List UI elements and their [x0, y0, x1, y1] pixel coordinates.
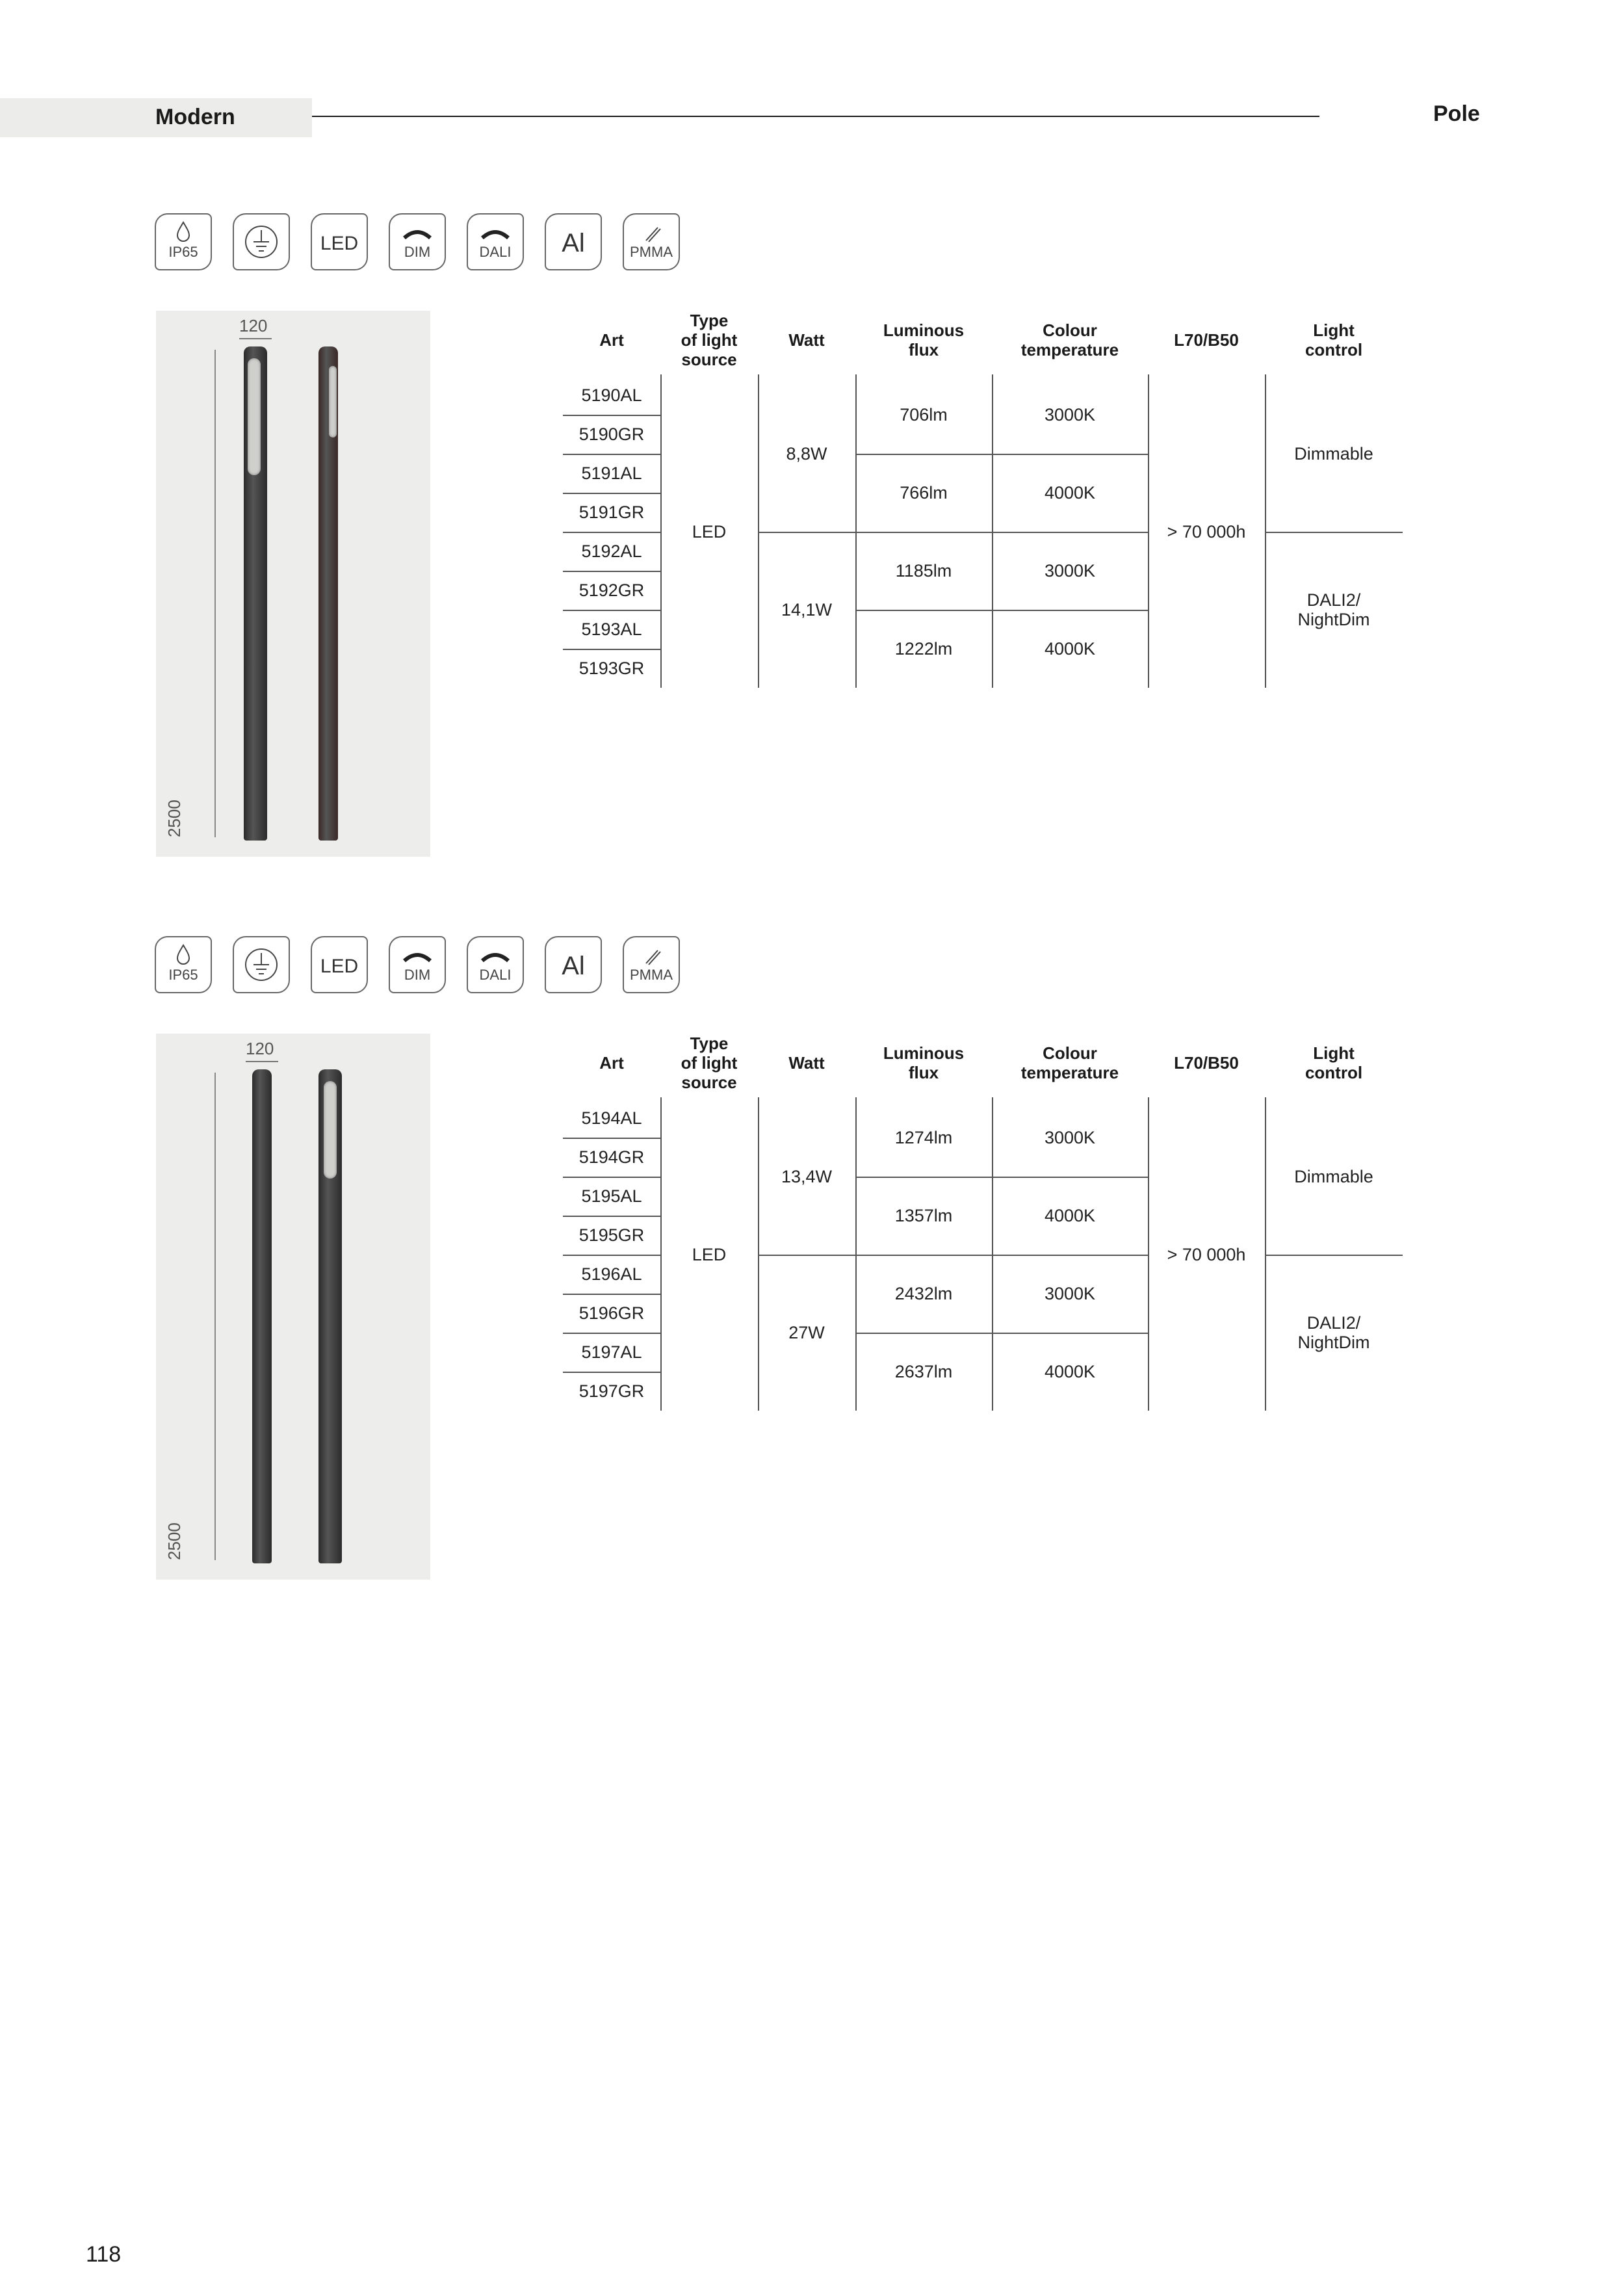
luminous-flux: 2637lm	[894, 1362, 953, 1381]
article-code: 5193GR	[578, 659, 645, 678]
product-section	[0, 213, 1623, 863]
column-header-colour: Colour temperature	[1020, 1043, 1119, 1082]
wattage: 13,4W	[781, 1167, 833, 1186]
dim-label: DIM	[404, 244, 431, 260]
ip65-label: IP65	[168, 244, 198, 260]
column-divider	[992, 1097, 993, 1411]
column-divider	[1148, 374, 1149, 688]
article-code: 5196AL	[581, 1264, 642, 1284]
column-header-art: Art	[599, 330, 624, 350]
cell-divider	[758, 1255, 855, 1256]
luminous-flux: 1185lm	[895, 561, 952, 581]
article-code: 5190GR	[578, 424, 645, 444]
column-divider	[660, 374, 662, 688]
dimension-width: 120	[246, 1039, 274, 1058]
column-header-flux: Luminous flux	[883, 320, 965, 359]
column-header-watt: Watt	[788, 1053, 825, 1073]
article-code: 5191GR	[578, 502, 645, 522]
column-divider	[758, 1097, 759, 1411]
light-control: Dimmable	[1294, 444, 1373, 463]
dim-label: DIM	[404, 967, 431, 983]
product-section	[0, 936, 1623, 1586]
article-code: 5196GR	[578, 1303, 645, 1323]
dimension-height: 2500	[164, 800, 184, 837]
pole-luminaire	[244, 346, 267, 841]
column-header-art: Art	[599, 1053, 624, 1073]
light-control: DALI2/ NightDim	[1297, 1313, 1370, 1352]
ip65-icon	[155, 213, 212, 270]
header-rule	[312, 116, 1319, 117]
lifetime: > 70 000h	[1167, 1245, 1246, 1264]
cell-divider	[855, 454, 1148, 455]
luminous-flux: 1222lm	[894, 639, 953, 659]
column-divider	[855, 374, 857, 688]
cell-divider	[855, 532, 1148, 533]
cell-divider	[1265, 532, 1403, 533]
product-drawing	[156, 1034, 430, 1580]
column-header-control: Light control	[1305, 1043, 1363, 1082]
column-divider	[1265, 1097, 1266, 1411]
article-code: 5192GR	[578, 581, 645, 600]
led-icon	[311, 936, 368, 993]
pole-luminaire	[318, 1069, 342, 1563]
led-icon	[311, 213, 368, 270]
column-divider	[1148, 1097, 1149, 1411]
dali-label: DALI	[479, 244, 512, 260]
article-code: 5197GR	[578, 1381, 645, 1401]
column-header-control: Light control	[1305, 320, 1363, 359]
article-code: 5197AL	[581, 1342, 642, 1362]
column-divider	[855, 1097, 857, 1411]
colour-temperature: 3000K	[1044, 1128, 1096, 1147]
luminous-flux: 766lm	[900, 483, 948, 502]
diffuser-lens	[248, 358, 261, 475]
article-code: 5194AL	[581, 1108, 642, 1128]
product-drawing	[156, 311, 430, 857]
colour-temperature: 4000K	[1044, 639, 1096, 659]
luminous-flux: 1274lm	[894, 1128, 953, 1147]
colour-temperature: 3000K	[1044, 561, 1096, 581]
article-code: 5195GR	[578, 1225, 645, 1245]
cell-divider	[855, 610, 1148, 611]
cell-divider	[855, 1333, 1148, 1334]
column-divider	[758, 374, 759, 688]
wattage: 8,8W	[786, 444, 827, 463]
category-title: Modern	[155, 105, 235, 129]
page-number: 118	[86, 2242, 122, 2267]
colour-temperature: 4000K	[1044, 1206, 1096, 1225]
column-divider	[1265, 374, 1266, 688]
aluminium-label: Al	[562, 229, 585, 257]
led-label: LED	[320, 233, 359, 254]
cell-divider	[758, 532, 855, 533]
wattage: 14,1W	[781, 600, 833, 620]
product-type-title: Pole	[1433, 101, 1480, 126]
pole-luminaire	[318, 346, 338, 841]
colour-temperature: 4000K	[1044, 1362, 1096, 1381]
cell-divider	[1265, 1255, 1403, 1256]
luminous-flux: 2432lm	[894, 1284, 953, 1303]
earth-ground-icon	[233, 213, 290, 270]
dim-icon	[389, 936, 446, 993]
colour-temperature: 4000K	[1044, 483, 1096, 502]
article-code: 5192AL	[581, 541, 642, 561]
dimension-height-line	[214, 1073, 216, 1560]
column-header-watt: Watt	[788, 330, 825, 350]
dali-label: DALI	[479, 967, 512, 983]
cell-divider	[855, 1255, 1148, 1256]
aluminium-icon	[545, 936, 602, 993]
dali-icon	[467, 213, 524, 270]
dimension-width: 120	[239, 316, 268, 335]
dimension-height: 2500	[164, 1522, 184, 1560]
aluminium-icon	[545, 213, 602, 270]
article-code: 5193AL	[581, 620, 642, 639]
pmma-label: PMMA	[630, 967, 673, 983]
article-code: 5191AL	[581, 463, 642, 483]
column-header-life: L70/B50	[1174, 1053, 1239, 1073]
dimension-height-line	[214, 350, 216, 837]
column-header-type: Type of light source	[681, 311, 738, 369]
colour-temperature: 3000K	[1044, 1284, 1096, 1303]
luminous-flux: 706lm	[900, 405, 948, 424]
pmma-icon	[623, 213, 680, 270]
pmma-icon	[623, 936, 680, 993]
diffuser-lens	[324, 1081, 337, 1179]
pmma-label: PMMA	[630, 244, 673, 260]
article-code: 5194GR	[578, 1147, 645, 1167]
light-source: LED	[692, 1245, 727, 1264]
earth-ground-icon	[233, 936, 290, 993]
light-source: LED	[692, 522, 727, 541]
column-divider	[660, 1097, 662, 1411]
cell-divider	[855, 1177, 1148, 1178]
colour-temperature: 3000K	[1044, 405, 1096, 424]
article-code: 5195AL	[581, 1186, 642, 1206]
column-divider	[992, 374, 993, 688]
diffuser-lens	[329, 366, 337, 437]
column-header-colour: Colour temperature	[1020, 320, 1119, 359]
ip65-icon	[155, 936, 212, 993]
aluminium-label: Al	[562, 952, 585, 980]
light-control: Dimmable	[1294, 1167, 1373, 1186]
wattage: 27W	[788, 1323, 825, 1342]
column-header-flux: Luminous flux	[883, 1043, 965, 1082]
pole-luminaire	[252, 1069, 272, 1563]
luminous-flux: 1357lm	[894, 1206, 953, 1225]
lifetime: > 70 000h	[1167, 522, 1246, 541]
article-code: 5190AL	[581, 385, 642, 405]
light-control: DALI2/ NightDim	[1297, 590, 1370, 629]
dimension-width-line	[246, 1061, 278, 1062]
dali-icon	[467, 936, 524, 993]
ip65-label: IP65	[168, 967, 198, 983]
column-header-type: Type of light source	[681, 1034, 738, 1092]
led-label: LED	[320, 956, 359, 977]
dim-icon	[389, 213, 446, 270]
column-header-life: L70/B50	[1174, 330, 1239, 350]
dimension-width-line	[239, 338, 272, 339]
